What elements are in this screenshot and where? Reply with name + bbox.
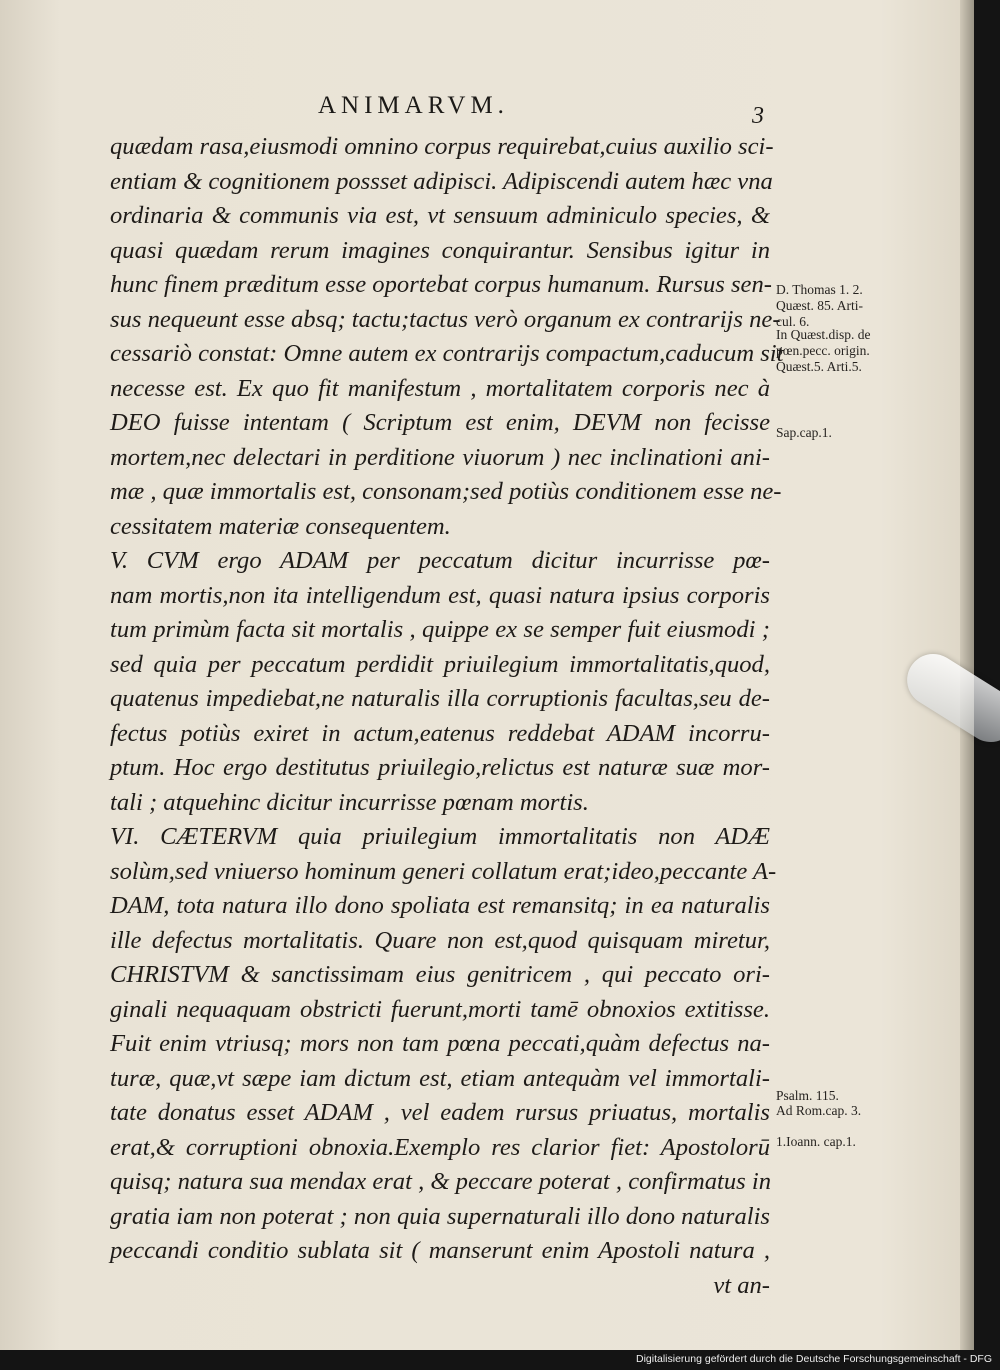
text-line: cessariò constat: Omne autem ex contrarijs compactum,caducum sit bbox=[110, 340, 784, 367]
text-line: sus nequeunt esse absq; tactu;tactus verò organum ex contrarijs ne- bbox=[110, 305, 781, 333]
section-v-line: V. CVM ergo ADAM per peccatum dicitur incurrisse pœ- bbox=[110, 547, 770, 574]
page-number: 3 bbox=[752, 103, 764, 129]
text-line: ptum. Hoc ergo destitutus priuilegio,relictus est naturæ suæ mor- bbox=[110, 754, 770, 781]
text-line: mæ , quæ immortalis est, consonam;sed potiùs conditionem esse ne- bbox=[110, 478, 782, 505]
text-line: ille defectus mortalitatis. Quare non est,quod quisquam miretur, bbox=[110, 926, 770, 954]
text-line: mortem,nec delectari in perditione viuorum ) nec inclinationi ani- bbox=[110, 443, 770, 471]
text-line: Fuit enim vtriusq; mors non tam pœna peccati,quàm defectus na- bbox=[110, 1030, 770, 1057]
text-line: peccandi conditio sublata sit ( manserunt enim Apostoli natura , bbox=[110, 1237, 770, 1264]
section-vi-line: VI. CÆTERVM quia priuilegium immortalitatis non ADÆ bbox=[110, 823, 770, 850]
text-line: nam mortis,non ita intelligendum est, quasi natura ipsius corporis bbox=[110, 581, 770, 609]
main-text-block bbox=[110, 130, 784, 1303]
text-line: hunc finem præditum esse oportebat corpus humanum. Rursus sen- bbox=[110, 271, 772, 298]
text-line: tum primùm facta sit mortalis , quippe ex se semper fuit eiusmodi ; bbox=[110, 616, 770, 643]
margin-note: 1.Ioann. cap.1. bbox=[776, 1134, 856, 1149]
text-line: tate donatus esset ADAM , vel eadem rursus priuatus, mortalis bbox=[110, 1099, 770, 1126]
margin-note: Psalm. 115. bbox=[776, 1088, 839, 1103]
text-line: DEO fuisse intentam ( Scriptum est enim, DEVM non fecisse bbox=[110, 409, 770, 436]
text-line: quatenus impediebat,ne naturalis illa corruptionis facultas,seu de- bbox=[110, 685, 770, 712]
text-line: necesse est. Ex quo fit manifestum , mortalitatem corporis nec à bbox=[110, 374, 770, 402]
catchword: vt an- bbox=[713, 1271, 770, 1299]
text-line: erat,& corruptioni obnoxia.Exemplo res clarior fiet: Apostolorū bbox=[110, 1133, 770, 1161]
text-line: quædam rasa,eiusmodi omnino corpus requirebat,cuius auxilio sci- bbox=[110, 133, 774, 160]
text-line: CHRISTVM & sanctissimam eius genitricem , qui peccato ori- bbox=[110, 961, 770, 988]
text-line: quasi quædam rerum imagines conquirantur. Sensibus igitur in bbox=[110, 236, 770, 264]
margin-note: pœn.pecc. origin. bbox=[776, 343, 870, 358]
margin-note: Quæst.5. Arti.5. bbox=[776, 359, 862, 374]
margin-note: Sap.cap.1. bbox=[776, 425, 832, 440]
margin-note: cul. 6. bbox=[776, 314, 810, 329]
text-line: cessitatem materiæ consequentem. bbox=[110, 512, 451, 540]
margin-note: Quæst. 85. Arti- bbox=[776, 298, 864, 313]
text-line: solùm,sed vniuerso hominum generi collatum erat;ideo,peccante A- bbox=[110, 857, 777, 885]
margin-note: D. Thomas 1. 2. bbox=[776, 282, 863, 297]
text-line: fectus potiùs exiret in actum,eatenus reddebat ADAM incorru- bbox=[110, 719, 770, 747]
text-line: ginali nequaquam obstricti fuerunt,morti tamē obnoxios extitisse. bbox=[110, 995, 770, 1023]
digitization-credit: Digitalisierung gefördert durch die Deutsche Forschungsgemeinschaft - DFG bbox=[635, 1353, 992, 1365]
text-line: gratia iam non poterat ; non quia supernaturali illo dono naturalis bbox=[110, 1202, 770, 1230]
text-line: sed quia per peccatum perdidit priuilegium immortalitatis,quod, bbox=[110, 650, 770, 678]
running-title: ANIMARVM. bbox=[318, 92, 509, 119]
text-line: DAM, tota natura illo dono spoliata est remansitq; in ea naturalis bbox=[110, 892, 770, 919]
margin-note: In Quæst.disp. de bbox=[776, 327, 871, 342]
text-line: quisq; natura sua mendax erat , & peccare poterat , confirmatus in bbox=[110, 1168, 771, 1195]
text-line: ordinaria & communis via est, vt sensuum adminiculo species, & bbox=[110, 202, 770, 229]
margin-note: Ad Rom.cap. 3. bbox=[776, 1103, 862, 1118]
text-line: turæ, quæ,vt sæpe iam dictum est, etiam antequàm vel immortali- bbox=[110, 1064, 770, 1092]
text-line: entiam & cognitionem possset adipisci. Adipiscendi autem hæc vna bbox=[110, 167, 773, 195]
text-line: tali ; atquehinc dicitur incurrisse pœnam mortis. bbox=[110, 788, 589, 816]
